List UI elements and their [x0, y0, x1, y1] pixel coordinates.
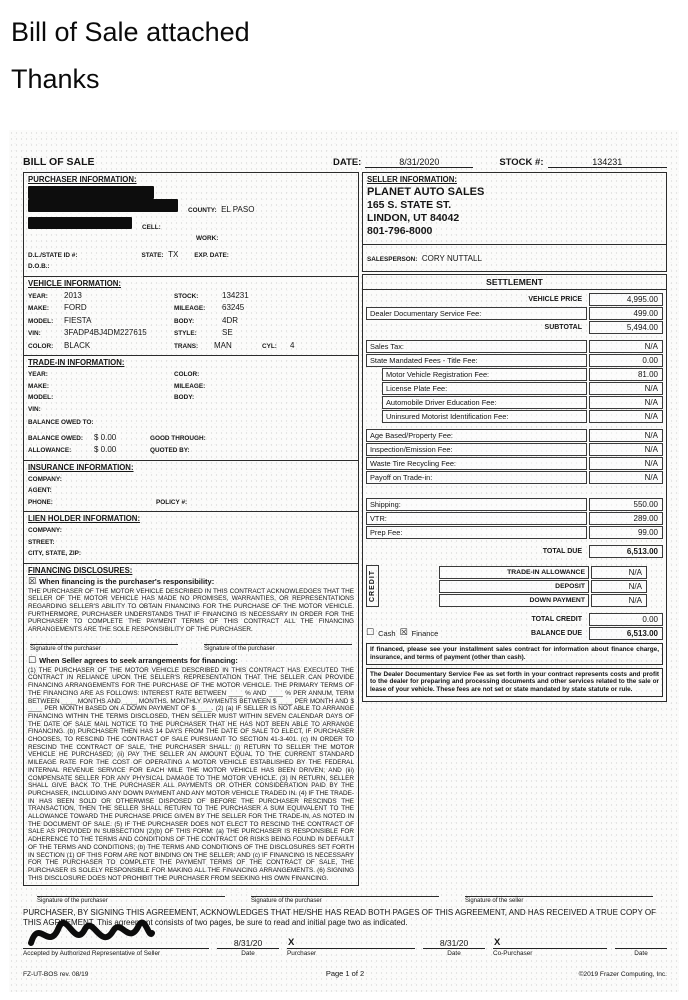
lien-city-label: CITY, STATE, ZIP: [28, 550, 82, 557]
co-purchaser-label: Co-Purchaser [493, 950, 533, 958]
seller-name: PLANET AUTO SALES [367, 186, 485, 198]
settlement-row-uninsured-motorist-fee [366, 410, 663, 423]
balance-owed-to-label: BALANCE OWED TO: [28, 419, 94, 426]
vin-value: 3FADP4BJ4DM227615 [64, 328, 147, 337]
document-footer [23, 969, 667, 978]
body-label: BODY: [174, 317, 195, 325]
fee-label: License Plate Fee: [382, 382, 587, 395]
purchaser-signature-block [287, 936, 415, 957]
settlement-row-vtr [366, 512, 663, 525]
seller-title: SELLER INFORMATION: [367, 175, 457, 184]
credit-row-trade-in-allowance [382, 566, 663, 579]
balance-owed-value: $ 0.00 [94, 432, 117, 442]
credit-value: N/A [591, 594, 647, 607]
salesperson-label: SALESPERSON: [367, 256, 418, 263]
allowance-value: $ 0.00 [94, 445, 117, 454]
seller-date-value: 8/31/20 [217, 936, 279, 949]
trans-label: TRANS: [174, 342, 199, 350]
credit-row-down-payment [382, 594, 663, 607]
credit-vertical-label: CREDIT [366, 565, 379, 607]
settlement-row-payoff-trade-in [366, 471, 663, 484]
settlement-row-waste-tire-fee [366, 457, 663, 470]
finance-checkbox: ☒ [399, 628, 408, 638]
fee-label: Inspection/Emission Fee: [366, 443, 587, 456]
form-number: FZ-UT-BOS rev. 08/19 [23, 971, 89, 979]
fee-value: 289.00 [589, 512, 663, 525]
credit-section [366, 565, 663, 607]
settlement-row-sales-tax [366, 340, 663, 353]
purchaser-date-value: 8/31/20 [423, 936, 485, 949]
dob-label: D.O.B.: [28, 263, 50, 270]
cyl-value: 4 [290, 340, 295, 350]
settlement-row-driver-education-fee [366, 396, 663, 409]
state-label: STATE: [141, 251, 164, 259]
allowance-label: ALLOWANCE: [28, 447, 72, 454]
settlement-row-vehicle-price [366, 293, 663, 306]
co-purchaser-date-line [615, 936, 667, 949]
page-number: Page 1 of 2 [325, 969, 365, 979]
color-value: BLACK [64, 340, 91, 350]
lien-company-label: COMPANY: [28, 527, 62, 534]
settlement-row-prep-fee [366, 526, 663, 539]
purchaser-title: PURCHASER INFORMATION: [28, 175, 137, 184]
acknowledgment-paragraph: PURCHASER, BY SIGNING THIS AGREEMENT, ACKNOWLEDGES THAT HE/SHE HAS READ BOTH PAGES OF THIS AGREEMENT, AND HAS RECEIVED A TRUE COPY OF THIS AGREEMENT. This agreement consists of two pages, be sure to read and initial page two as indicated. [23, 908, 657, 928]
style-label: STYLE: [174, 330, 197, 337]
fee-value: 4,995.00 [589, 293, 663, 306]
total-credit-value: 0.00 [589, 613, 663, 626]
fee-value: N/A [589, 443, 663, 456]
purchaser-date-block [423, 936, 485, 957]
fee-value: 81.00 [589, 368, 663, 381]
work-label: WORK: [196, 235, 219, 242]
seller-date-block [217, 936, 279, 957]
fee-value: N/A [589, 429, 663, 442]
stock-value: 134231 [548, 157, 668, 168]
mileage-label: MILEAGE: [174, 305, 206, 312]
vehicle-info-section [23, 276, 359, 357]
fee-label: State Mandated Fees - Title Fee: [366, 354, 587, 367]
x-mark: X [494, 937, 501, 949]
seller-signature-line: Signature of the seller [465, 896, 653, 904]
document-header [23, 156, 667, 168]
credit-value: N/A [591, 566, 647, 579]
financing-purchaser-checkbox: ☒ [28, 576, 37, 587]
fee-value: 550.00 [589, 498, 663, 511]
county-value: EL PASO [221, 205, 255, 214]
insurance-info-section [23, 460, 359, 513]
fee-label: Shipping: [366, 498, 587, 511]
fee-label: VTR: [366, 512, 587, 525]
seller-phone: 801-796-8000 [367, 225, 433, 237]
ins-phone-label: PHONE: [28, 498, 53, 506]
stock-label: STOCK #: [499, 157, 544, 168]
make-label: MAKE: [28, 305, 49, 312]
exp-date-label: EXP. DATE: [194, 251, 229, 259]
financing-disclosures-section [23, 563, 359, 887]
x-mark: X [288, 937, 295, 949]
co-purchaser-date-block [615, 936, 667, 957]
vehicle-title: VEHICLE INFORMATION: [28, 278, 121, 288]
credit-label: TRADE-IN ALLOWANCE [439, 566, 589, 579]
style-value: SE [222, 328, 233, 337]
year-label: YEAR: [28, 292, 48, 300]
settlement-row-age-based-fee [366, 429, 663, 442]
make-value: FORD [64, 303, 87, 312]
fee-value: 499.00 [589, 307, 663, 320]
financing-title: FINANCING DISCLOSURES: [28, 565, 133, 575]
color-label: COLOR: [28, 342, 54, 350]
good-through-label: GOOD THROUGH: [150, 434, 206, 442]
settlement-row-license-plate-fee [366, 382, 663, 395]
fee-label: VEHICLE PRICE [528, 296, 582, 303]
financing-paragraph-2: (1) THE PURCHASER OF THE MOTOR VEHICLE DESCRIBED IN THIS CONTRACT HAS EXECUTED THE CONTRACT IN RELIANCE UPON THE SELLER'S REPRESENTATION THAT THE SELLER CAN PROVIDE FINANCING ARRANGEMENTS FOR THE PURCHASE OF THE MOTOR VEHICLE. THE PRIMARY TERMS OF THE FINANCING ARE AS FOLLOWS: INTEREST RATE BETWEEN ____ % AND ____ % PER ANNUM, TERM BETWEEN ____ MONTHS AND ____ MONTHS. MONTHLY PAYMENTS BETWEEN $ ____ PER MONTH AND $ ____ PER MONTH BASED ON A DOWN PAYMENT OF $ ____. (2) (a) IF SELLER IS NOT ABLE TO ARRANGE FINANCING WITHIN THE TERMS DISCLOSED, THEN SELLER MUST WITHIN SEVEN CALENDAR DAYS OF THE DATE OF SALE MAIL NOTICE TO THE PURCHASER THAT HE HAS NOT BEEN ABLE TO ARRANGE FINANCING. (b) PURCHASER THEN HAS 14 DAYS FROM THE DATE OF SALE TO ELECT, IF PURCHASER CHOOSES, TO RESCIND THE CONTRACT OF SALE PURSUANT TO SECTION 41-3-401. (c) IN ORDER TO RESCIND THE CONTRACT OF SALE, THE PURCHASER SHALL: (i) RETURN TO SELLER THE MOTOR VEHICLE HE PURCHASED; (ii) PAY THE SELLER AN AMOUNT EQUAL TO THE CURRENT STANDARD MILEAGE RATE FOR THE COST OF OPERATING A MOTOR VEHICLE ESTABLISHED BY THE FEDERAL INTERNAL REVENUE SERVICE FOR EACH MILE THE MOTOR VEHICLE HAS BEEN DRIVEN; AND (iii) COMPENSATE SELLER FOR ANY PHYSICAL DAMAGE TO THE MOTOR VEHICLE. (3) IN RETURN, SELLER SHALL GIVE BACK TO THE PURCHASER ALL PAYMENTS OR OTHER CONSIDERATION PAID BY THE PURCHASER, INCLUDING ANY DOWN PAYMENT AND ANY MOTOR VEHICLE TRADED IN. (4) IF THE TRADE-IN HAS BEEN SOLD OR OTHERWISE DISPOSED OF BEFORE THE PURCHASER RESCINDS THE TRANSACTION, THEN THE SELLER SHALL RETURN TO THE PURCHASER A SUM EQUIVALENT TO THE ALLOWANCE TOWARD THE PURCHASE PRICE GIVEN BY THE SELLER FOR THE TRADE-IN, AS NOTED IN THE DOCUMENT OF SALE. (5) IF THE PURCHASER DOES NOT ELECT TO RESCIND THE CONTRACT OF SALE AS PROVIDED IN SUBSECTION (2)(b) OF THIS FORM: (a) THE PURCHASER IS RESPONSIBLE FOR ADHERENCE TO THE TERMS AND CONDITIONS OF THE CONTRACT OR RISKS BEING FOUND IN DEFAULT OF THE TERMS AND CONDITIONS; (b) THE TERMS AND CONDITIONS OF THE DISCLOSURES SET FORTH IN SECTION (1) OF THIS FORM ARE NOT BINDING ON THE SELLER; AND (c) IF FINANCING IS NECESSARY FOR THE PURCHASER TO COMPLETE THE PAYMENT TERMS OF THE CONTRACT OF SALE, THE PURCHASER IS SOLELY RESPONSIBLE FOR MAKING ALL THE FINANCING ARRANGEMENTS. (6) SIGNING THIS DISCLOSURE DOES NOT PROHIBIT THE PURCHASER FROM SEEKING HIS OWN FINANCING. [28, 666, 354, 882]
message-text-line2: Thanks [11, 64, 100, 94]
settlement-row-total-credit [366, 613, 663, 626]
final-signature-row [23, 936, 667, 957]
settlement-row-subtotal [366, 321, 663, 334]
document-title: BILL OF SALE [23, 156, 95, 168]
fee-value: 0.00 [589, 354, 663, 367]
copyright: ©2019 Frazer Computing, Inc. [578, 971, 667, 979]
cell-label: CELL: [142, 223, 161, 231]
quoted-by-label: QUOTED BY: [150, 447, 190, 454]
dl-label: D.L./STATE ID #: [28, 251, 78, 259]
redaction-bar-city [28, 217, 132, 229]
fee-value: N/A [589, 396, 663, 409]
stock-field [499, 157, 667, 168]
ins-company-label: COMPANY: [28, 475, 62, 483]
financing-paragraph-1: THE PURCHASER OF THE MOTOR VEHICLE DESCRIBED IN THIS CONTRACT ACKNOWLEDGES THAT THE SELLER OF THE MOTOR VEHICLE HAS MADE NO PROMISES, WARRANTIES, OR REPRESENTATIONS REGARDING SELLER'S ABILITY TO OBTAIN FINANCING FOR THE PURCHASE OF THE MOTOR VEHICLE. FURTHERMORE, PURCHASER UNDERSTANDS THAT IF FINANCING IS NECESSARY IN ORDER FOR THE PURCHASER TO COMPLETE THE PAYMENT TERMS OF THIS CONTRACT ALL THE FINANCING ARRANGEMENTS ARE THE SOLE RESPONSIBILITY OF THE PURCHASER. [28, 587, 354, 634]
purchaser-signature-line: Signature of the purchaser [251, 896, 439, 904]
purchaser-signature-line: Signature of the purchaser [204, 644, 352, 652]
total-credit-label: TOTAL CREDIT [531, 616, 582, 623]
fee-label: Motor Vehicle Registration Fee: [382, 368, 587, 381]
fee-label: Uninsured Motorist Identification Fee: [382, 410, 587, 423]
fee-label: Prep Fee: [366, 526, 587, 539]
seller-rep-signature-line [23, 936, 209, 949]
message-text-line1: Bill of Sale attached [11, 17, 250, 47]
fee-label: Dealer Documentary Service Fee: [366, 307, 587, 320]
settlement-row-registration-fee [366, 368, 663, 381]
model-value: FIESTA [64, 315, 92, 325]
tradein-info-section [23, 355, 359, 461]
ti-model-label: MODEL: [28, 394, 54, 401]
purchaser-final-signature-line [287, 936, 415, 949]
fee-value: N/A [589, 457, 663, 470]
fee-label: SUBTOTAL [544, 324, 582, 331]
body-value: 4DR [222, 315, 239, 325]
stock2-label: STOCK: [174, 292, 199, 300]
lien-street-label: STREET: [28, 538, 55, 546]
seller-address-line1: 165 S. STATE ST. [367, 199, 452, 211]
ti-vin-label: VIN: [28, 405, 41, 413]
total-due-value: 6,513.00 [589, 545, 663, 558]
financing-purchaser-checkbox-label: When financing is the purchaser's responsibility: [39, 576, 215, 586]
date-value: 8/31/2020 [365, 157, 473, 168]
model-label: MODEL: [28, 317, 54, 325]
cash-checkbox-label: Cash [378, 629, 396, 638]
credit-value: N/A [591, 580, 647, 593]
financing-seller-checkbox: ☐ [28, 655, 37, 666]
fee-value: N/A [589, 471, 663, 484]
balance-due-label: BALANCE DUE [531, 630, 582, 637]
date-label: Date [447, 950, 461, 958]
year-value: 2013 [64, 290, 82, 300]
settlement-section [362, 274, 667, 702]
lien-holder-section [23, 511, 359, 564]
county-label: COUNTY: [188, 207, 217, 214]
cyl-label: CYL: [262, 342, 277, 350]
purchaser-info-section [23, 172, 359, 277]
ti-color-label: COLOR: [174, 371, 200, 378]
bill-of-sale-document[interactable] [9, 130, 679, 992]
tradein-title: TRADE-IN INFORMATION: [28, 358, 125, 367]
finance-checkbox-label: Finance [411, 629, 439, 638]
financing-seller-checkbox-label: When Seller agrees to seek arrangements for financing: [39, 655, 238, 665]
credit-label: DOWN PAYMENT [439, 594, 589, 607]
lien-title: LIEN HOLDER INFORMATION: [28, 514, 141, 523]
purchaser-label: Purchaser [287, 950, 317, 958]
purchaser-signature-line: Signature of the purchaser [30, 644, 178, 652]
message-area [0, 0, 688, 96]
seller-address-line2: LINDON, UT 84042 [367, 212, 460, 224]
ti-year-label: YEAR: [28, 371, 48, 378]
total-due-label: TOTAL DUE [542, 548, 582, 555]
insurance-title: INSURANCE INFORMATION: [28, 462, 134, 472]
seller-rep-signature-block [23, 936, 209, 957]
seller-info-section [362, 172, 667, 272]
date-label: DATE: [333, 157, 362, 168]
mileage-value: 63245 [222, 303, 245, 312]
co-purchaser-signature-line [493, 936, 607, 949]
vin-label: VIN: [28, 330, 41, 337]
credit-row-deposit [382, 580, 663, 593]
fee-value: N/A [589, 382, 663, 395]
redaction-bar-name [28, 186, 154, 199]
ti-make-label: MAKE: [28, 382, 49, 390]
settlement-row-title-fee [366, 354, 663, 367]
settlement-row-total-due [366, 545, 663, 558]
ins-policy-label: POLICY #: [156, 498, 188, 506]
fee-value: 5,494.00 [589, 321, 663, 334]
settlement-row-shipping [366, 498, 663, 511]
fee-value: N/A [589, 410, 663, 423]
settlement-title: SETTLEMENT [363, 275, 666, 290]
fee-label: Sales Tax: [366, 340, 587, 353]
balance-owed-label: BALANCE OWED: [28, 434, 84, 442]
settlement-row-balance-due [366, 627, 663, 640]
trans-value: MAN [214, 340, 232, 350]
ti-body-label: BODY: [174, 394, 195, 401]
co-purchaser-signature-block [493, 936, 607, 957]
cash-checkbox: ☐ [366, 628, 375, 638]
financed-note: If financed, please see your installment sales contract for information about finance charge, insurance, and terms of payment (other than cash). [366, 643, 663, 665]
fee-label: Age Based/Property Fee: [366, 429, 587, 442]
purchaser-signature-line: Signature of the purchaser [37, 896, 225, 904]
fee-label: Automobile Driver Education Fee: [382, 396, 587, 409]
fee-label: Waste Tire Recycling Fee: [366, 457, 587, 470]
date-label: Date [241, 950, 255, 958]
state-value: TX [168, 249, 179, 259]
doc-fee-note: The Dealer Documentary Service Fee as set forth in your contract represents costs and profit to the dealer for preparing and processing documents and other services related to the sale or lease of your vehicle. These fees are not set or state mandated by state statute or rule. [366, 668, 663, 697]
stock2-value: 134231 [222, 290, 249, 300]
fee-value: 99.00 [589, 526, 663, 539]
balance-due-value: 6,513.00 [589, 627, 663, 640]
ins-agent-label: AGENT: [28, 487, 52, 494]
fee-label: Payoff on Trade-in: [366, 471, 587, 484]
fee-value: N/A [589, 340, 663, 353]
redaction-bar-address [28, 199, 178, 212]
salesperson-value: CORY NUTTALL [421, 254, 482, 263]
signature-label-row [23, 896, 667, 904]
date-field [333, 157, 473, 168]
ti-mileage-label: MILEAGE: [174, 382, 206, 390]
credit-label: DEPOSIT [439, 580, 589, 593]
date-label: Date [634, 950, 648, 958]
seller-rep-label: Accepted by Authorized Representative of Seller [23, 950, 161, 958]
settlement-row-doc-fee [366, 307, 663, 320]
settlement-row-inspection-fee [366, 443, 663, 456]
